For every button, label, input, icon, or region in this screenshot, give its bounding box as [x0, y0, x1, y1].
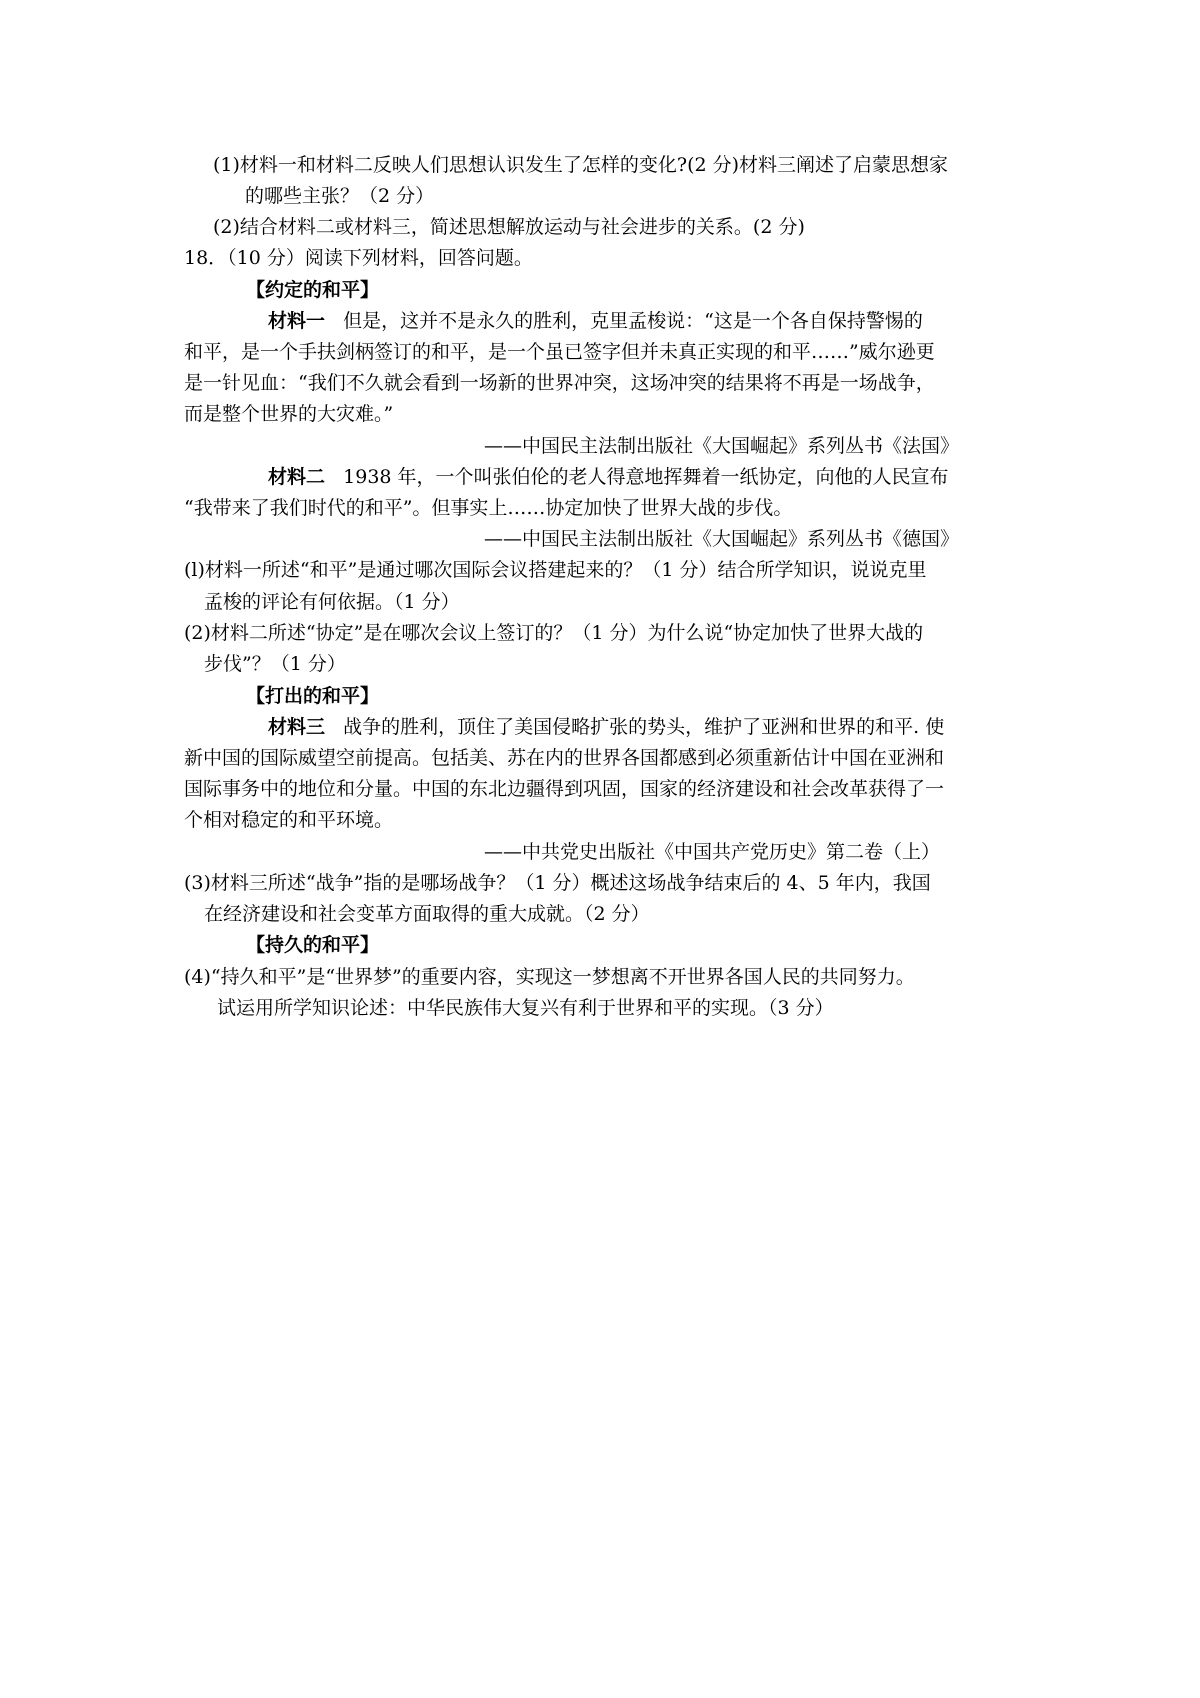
material-3-source: ——中共党史出版社《中国共产党历史》第二卷（上）: [484, 841, 941, 863]
material-1-line2: 和平，是一个手扶剑柄签订的和平，是一个虽已签字但并未真正实现的和平……”威尔逊更: [184, 341, 935, 363]
q18-sub1-line1: (l)材料一所述“和平”是通过哪次国际会议搭建起来的？（1 分）结合所学知识，说说克里: [184, 559, 927, 581]
material-1-text: 但是，这并不是永久的胜利，克里孟梭说：“这是一个各自保持警惕的: [343, 310, 923, 332]
material-1-line1: [268, 307, 923, 335]
material-3-text: 战争的胜利，顶住了美国侵略扩张的势头，维护了亚洲和世界的和平. 使: [343, 716, 945, 738]
material-3-line4: 个相对稳定的和平环境。: [184, 809, 394, 831]
material-1-line4: 而是整个世界的大灾难。”: [184, 403, 394, 425]
section-title-fought-peace: 【打出的和平】: [246, 685, 380, 707]
material-2-label: 材料二: [268, 466, 326, 488]
material-1-line3: 是一针见血：“我们不久就会看到一场新的世界冲突，这场冲突的结果将不再是一场战争，: [184, 372, 935, 394]
q18-sub3-line2: 在经济建设和社会变革方面取得的重大成就。（2 分）: [204, 903, 650, 925]
q18-sub1-line2: 孟梭的评论有何依据。（1 分）: [204, 591, 460, 613]
q18-sub3-line1: (3)材料三所述“战争”指的是哪场战争？（1 分）概述这场战争结束后的 4、5 年内，我国: [184, 872, 931, 894]
material-2-line2: “我带来了我们时代的和平”。但事实上……协定加快了世界大战的步伐。: [184, 497, 793, 519]
material-1-source: ——中国民主法制出版社《大国崛起》系列丛书《法国》: [484, 435, 960, 457]
q17-sub2: (2)结合材料二或材料三，简述思想解放运动与社会进步的关系。(2 分): [213, 216, 805, 238]
material-2-source: ——中国民主法制出版社《大国崛起》系列丛书《德国》: [484, 528, 960, 550]
q18-header: 18．（10 分）阅读下列材料，回答问题。: [184, 247, 533, 269]
material-3-line1: [268, 713, 944, 741]
q17-sub1-line1: (1)材料一和材料二反映人们思想认识发生了怎样的变化?(2 分)材料三阐述了启蒙思想家: [213, 154, 949, 176]
q18-sub4-line2: 试运用所学知识论述：中华民族伟大复兴有利于世界和平的实现。（3 分）: [217, 997, 834, 1019]
section-title-lasting-peace: 【持久的和平】: [246, 934, 380, 956]
q18-sub2-line1: (2)材料二所述“协定”是在哪次会议上签订的？（1 分）为什么说“协定加快了世界大战的: [184, 622, 924, 644]
q17-sub1-line2: 的哪些主张？（2 分）: [245, 185, 435, 207]
material-2-text: 1938 年，一个叫张伯伦的老人得意地挥舞着一纸协定，向他的人民宣布: [343, 466, 949, 488]
material-3-line3: 国际事务中的地位和分量。中国的东北边疆得到巩固，国家的经济建设和社会改革获得了一: [184, 778, 945, 800]
q18-sub2-line2: 步伐”？（1 分）: [204, 653, 346, 675]
q18-sub4-line1: (4)“持久和平”是“世界梦”的重要内容，实现这一梦想离不开世界各国人民的共同努力。: [184, 966, 915, 988]
material-1-label: 材料一: [268, 310, 326, 332]
material-2-line1: [268, 463, 949, 491]
material-3-label: 材料三: [268, 716, 326, 738]
material-3-line2: 新中国的国际威望空前提高。包括美、苏在内的世界各国都感到必须重新估计中国在亚洲和: [184, 747, 945, 769]
section-title-agreed-peace: 【约定的和平】: [246, 279, 380, 301]
